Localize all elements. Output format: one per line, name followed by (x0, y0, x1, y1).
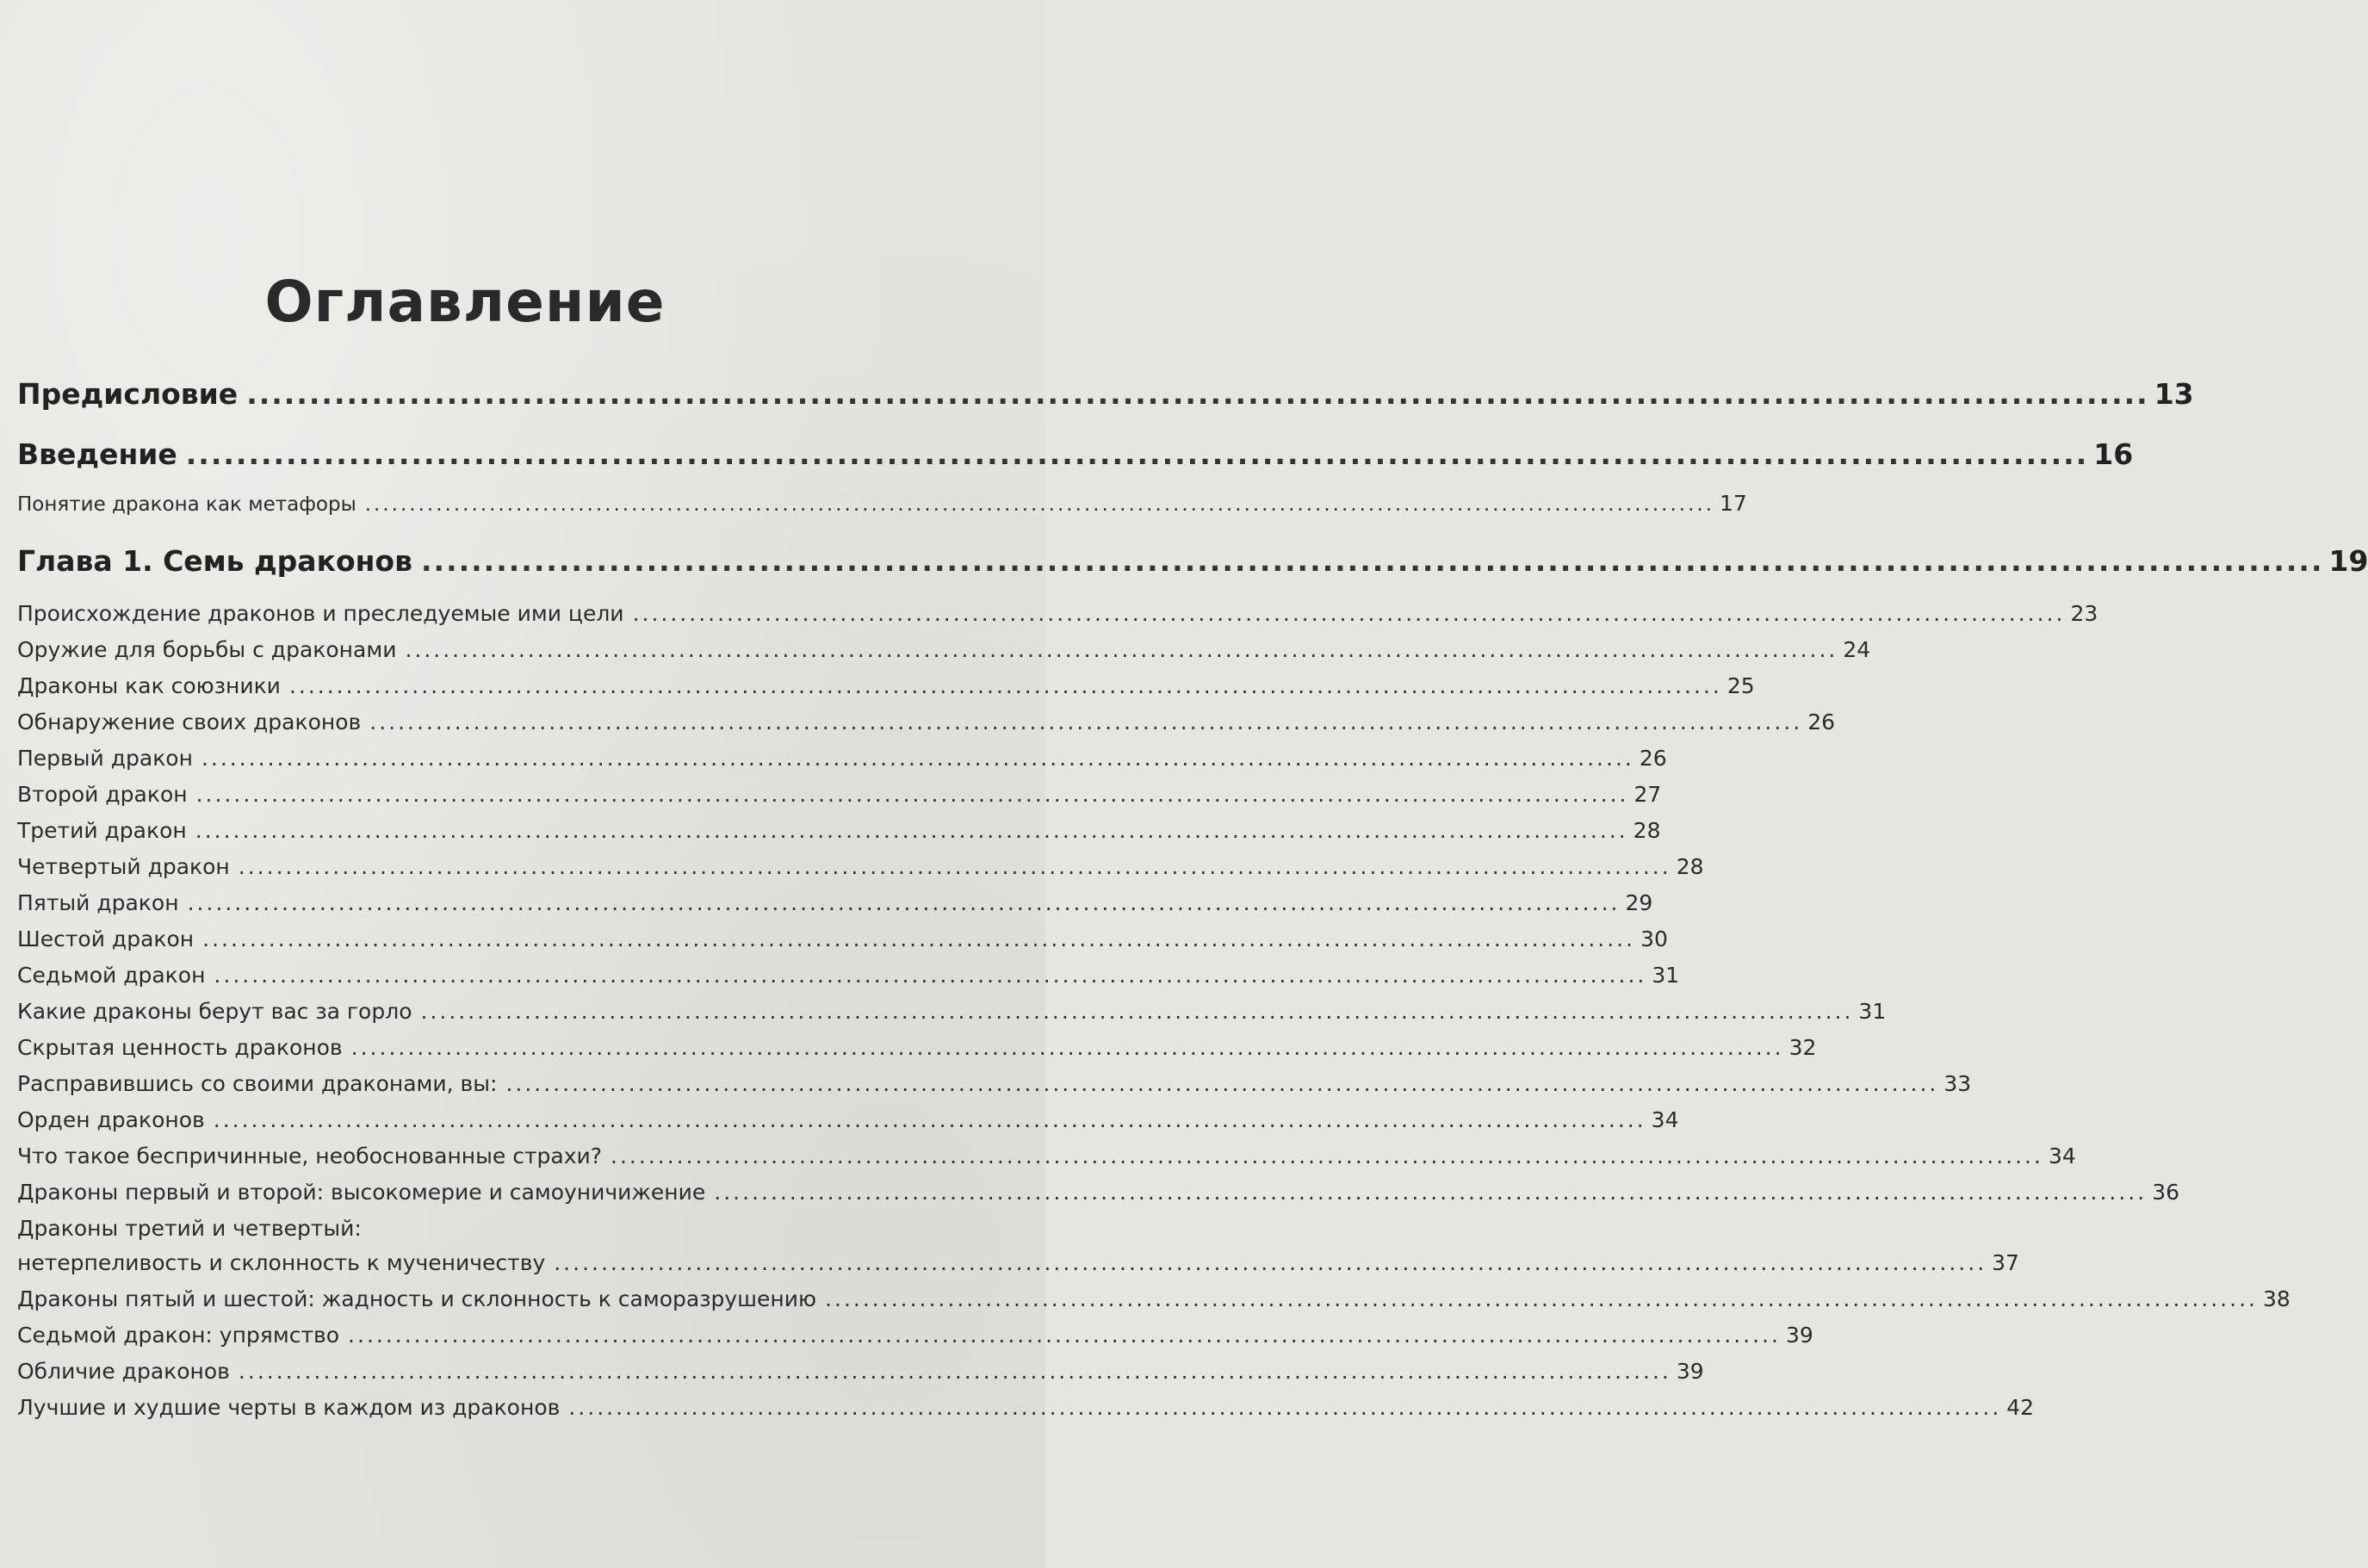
toc-entry-page: 19 (2328, 544, 2368, 578)
toc-entry-label: Обличие драконов (17, 1359, 230, 1384)
toc-entry[interactable] (17, 818, 1661, 843)
toc-entry-label-line1: Драконы третий и четвертый: (17, 1216, 362, 1241)
dot-leader: ........................................................................................................................................................ (348, 1323, 1781, 1348)
toc-entry-page: 32 (1788, 1035, 1817, 1060)
toc-entry-page: 42 (2006, 1395, 2035, 1420)
toc-entry-label: Происхождение драконов и преследуемые ими цели (17, 601, 624, 626)
toc-entry-label: Седьмой дракон: упрямство (17, 1323, 340, 1348)
toc-entry-page: 27 (1633, 782, 1662, 807)
dot-leader: ........................................................................................................................................................ (825, 1286, 2258, 1311)
toc-entry[interactable] (17, 1359, 1704, 1384)
toc-entry-page: 23 (2070, 601, 2098, 626)
dot-leader: ........................................................................................................................................................ (632, 601, 2066, 626)
dot-leader: ........................................................................................................................................................ (238, 1359, 1671, 1384)
toc-entry-page: 26 (1807, 710, 1835, 734)
toc-entry-label: Оружие для борьбы с драконами (17, 637, 397, 662)
toc-entry[interactable] (17, 746, 1667, 771)
toc-entry[interactable] (17, 437, 2134, 471)
dot-leader: ........................................................................................................................................................ (350, 1035, 1784, 1060)
toc-entry[interactable] (17, 1035, 1817, 1060)
toc-entry-label: Седьмой дракон (17, 963, 206, 988)
toc-entry[interactable] (17, 1071, 1972, 1096)
toc-entry-page: 16 (2093, 437, 2134, 471)
toc-entry-page: 13 (2154, 377, 2194, 411)
toc-entry-page: 29 (1625, 890, 1653, 915)
toc-entry[interactable] (17, 601, 2098, 626)
toc-entry-page: 34 (2048, 1143, 2076, 1168)
dot-leader: ........................................................................................................................................................ (405, 637, 1838, 662)
toc-entry[interactable] (17, 963, 1680, 988)
toc-entry-label: Понятие дракона как метафоры (17, 493, 356, 516)
toc-entry-page: 36 (2152, 1180, 2180, 1205)
dot-leader: ........................................................................................................................................................ (195, 782, 1629, 807)
dot-leader: ........................................................................................................................................................ (369, 710, 1803, 734)
toc-entry-label: Скрытая ценность драконов (17, 1035, 343, 1060)
dot-leader: ........................................................................................................................................................ (213, 1107, 1646, 1132)
toc-entry-label: Какие драконы берут вас за горло (17, 999, 412, 1024)
dot-leader: ........................................................................................................................................................ (246, 377, 2149, 411)
dot-leader: ........................................................................................................................................................ (421, 544, 2324, 578)
toc-entry[interactable] (17, 927, 1668, 951)
toc-entry-label: Четвертый дракон (17, 854, 230, 879)
toc-entry[interactable] (17, 854, 1704, 879)
toc-entry[interactable] (17, 710, 1835, 734)
toc-entry[interactable] (17, 1323, 1813, 1348)
toc-entry-page: 37 (1992, 1250, 2019, 1275)
toc-entry-label: Введение (17, 437, 177, 471)
toc-entry-label: Расправившись со своими драконами, вы: (17, 1071, 498, 1096)
toc-entry-page: 17 (1720, 491, 1747, 516)
toc-entry-page: 28 (1633, 818, 1661, 843)
dot-leader: ........................................................................................................................................................ (201, 746, 1634, 771)
toc-entry[interactable] (17, 999, 1887, 1024)
toc-entry-label: Глава 1. Семь драконов (17, 544, 412, 578)
dot-leader: ........................................................................................................................................................ (214, 963, 1647, 988)
toc-entry-label: Орден драконов (17, 1107, 205, 1132)
toc-entry[interactable] (17, 1180, 2180, 1205)
toc-entry-label: Первый дракон (17, 746, 193, 771)
dot-leader: ........................................................................................................................................................ (202, 927, 1636, 951)
toc-entry-label: нетерпеливость и склонность к мученичеству (17, 1250, 546, 1275)
toc-entry[interactable] (17, 491, 1747, 516)
toc-entry-page: 28 (1676, 854, 1704, 879)
toc-entry-page: 30 (1640, 927, 1668, 951)
toc-entry-label: Что такое беспричинные, необоснованные страхи? (17, 1143, 603, 1168)
toc-entry-label: Драконы первый и второй: высокомерие и самоуничижение (17, 1180, 706, 1205)
toc-entry-label: Пятый дракон (17, 890, 179, 915)
toc-entry-label: Шестой дракон (17, 927, 195, 951)
dot-leader: ........................................................................................................................................................ (568, 1395, 2002, 1420)
toc-entry-page: 39 (1676, 1359, 1704, 1384)
dot-leader: ........................................................................................................................................................ (611, 1143, 2043, 1168)
toc-entry-page: 34 (1651, 1107, 1679, 1132)
dot-leader: ........................................................................................................................................................ (195, 818, 1628, 843)
toc-entry-page: 31 (1652, 963, 1680, 988)
toc-entry-label: Обнаружение своих драконов (17, 710, 362, 734)
toc-entry-page: 39 (1785, 1323, 1813, 1348)
toc-entry-page: 31 (1858, 999, 1887, 1024)
toc-entry[interactable] (17, 637, 1871, 662)
dot-leader: ........................................................................................................................................................ (714, 1180, 2148, 1205)
page-title: Оглавление (264, 269, 666, 335)
toc-entry[interactable] (17, 544, 2368, 578)
toc-entry[interactable] (17, 1250, 2019, 1275)
toc-entry-label: Драконы как союзники (17, 673, 281, 698)
toc-entry-label: Третий дракон (17, 818, 187, 843)
toc-entry[interactable] (17, 782, 1662, 807)
toc-entry-page: 33 (1943, 1071, 1972, 1096)
toc-entry[interactable] (17, 377, 2194, 411)
dot-leader: ........................................................................................................................................................ (505, 1071, 1939, 1096)
toc-entry-label: Второй дракон (17, 782, 188, 807)
dot-leader: ........................................................................................................................................................ (185, 437, 2089, 471)
toc-entry-page: 24 (1843, 637, 1871, 662)
toc-entry-page: 38 (2262, 1286, 2291, 1311)
toc-entry-label: Предисловие (17, 377, 239, 411)
dot-leader: ........................................................................................................................................................ (288, 673, 1722, 698)
toc-entry-label: Лучшие и худшие черты в каждом из драконов (17, 1395, 561, 1420)
toc-entry-page: 26 (1639, 746, 1667, 771)
toc-entry[interactable] (17, 1395, 2035, 1420)
dot-leader: ........................................................................................................................................................ (187, 890, 1621, 915)
toc-entry[interactable] (17, 673, 1755, 698)
toc-entry[interactable] (17, 1143, 2076, 1168)
toc-entry-page: 25 (1726, 673, 1755, 698)
toc-entry[interactable] (17, 1286, 2291, 1311)
toc-entry[interactable] (17, 1107, 1679, 1132)
toc-entry[interactable] (17, 890, 1653, 915)
dot-leader: ........................................................................................................................................................ (364, 493, 1715, 516)
dot-leader: ........................................................................................................................................................ (238, 854, 1671, 879)
dot-leader: ........................................................................................................................................................ (554, 1250, 1987, 1275)
toc-entry-label: Драконы пятый и шестой: жадность и склонность к саморазрушению (17, 1286, 817, 1311)
dot-leader: ........................................................................................................................................................ (420, 999, 1854, 1024)
